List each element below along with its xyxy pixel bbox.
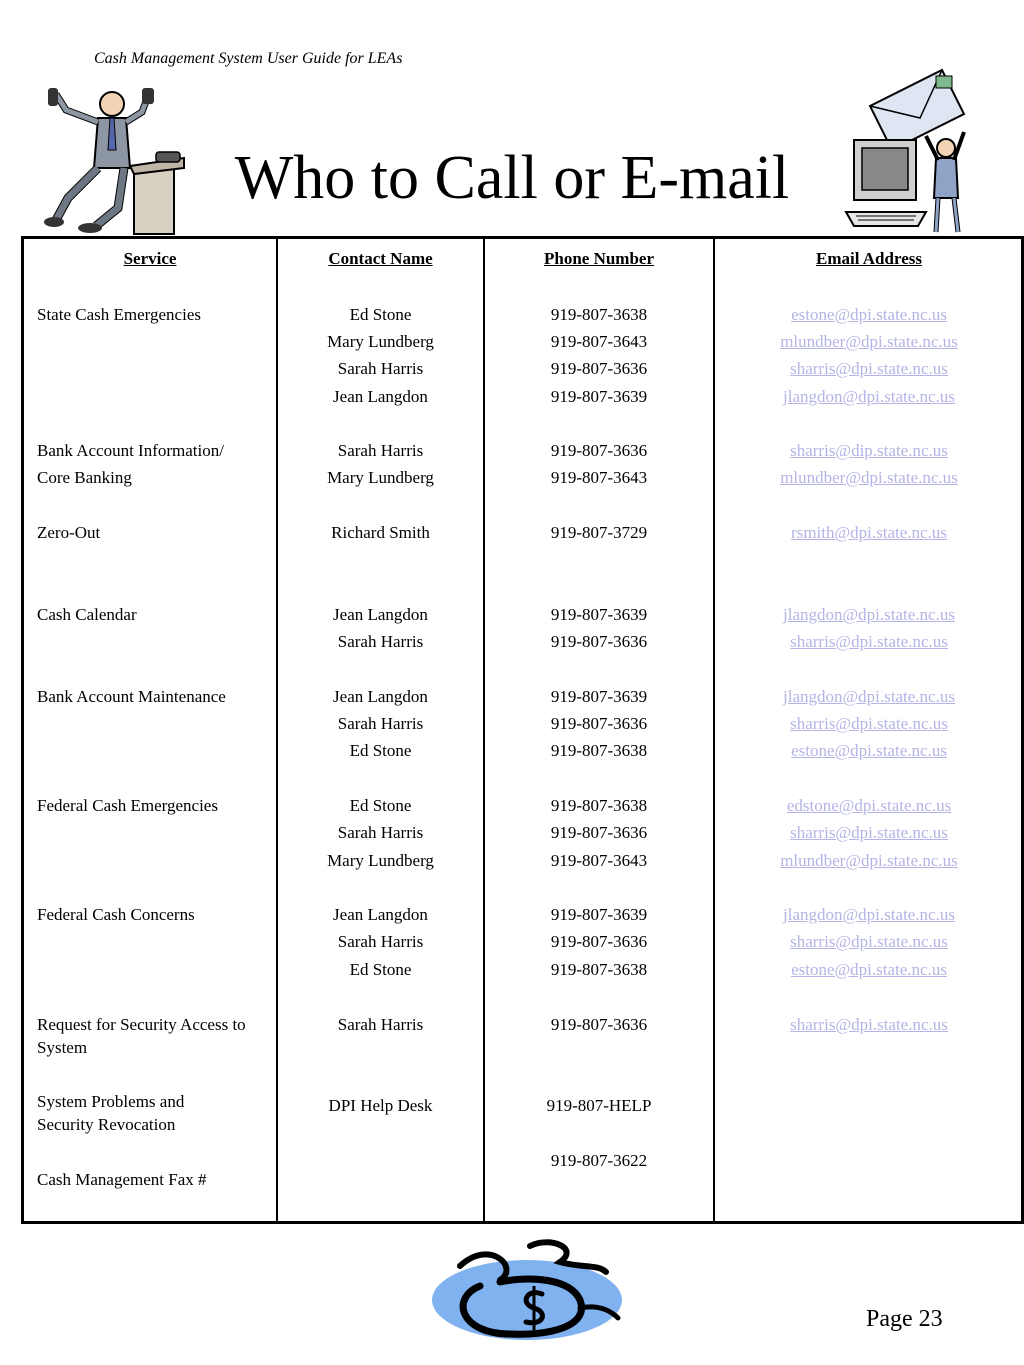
email-link[interactable]: sharris@dpi.state.nc.us: [790, 823, 948, 842]
phone-number: 919-807-3636: [550, 823, 648, 842]
contact-name: Mary Lundberg: [327, 468, 434, 487]
service-label: Bank Account Information/: [37, 441, 224, 460]
phone-column: [485, 239, 713, 1221]
email-link[interactable]: estone@dpi.state.nc.us: [791, 741, 947, 760]
phone-number: 919-807-3636: [550, 1015, 648, 1034]
contact-name: Sarah Harris: [337, 359, 424, 378]
email-link[interactable]: sharris@dpi.state.nc.us: [790, 714, 948, 733]
service-label: Request for Security Access to System: [37, 1015, 246, 1057]
service-label: Federal Cash Concerns: [37, 905, 195, 924]
contact-name: Sarah Harris: [337, 714, 424, 733]
service-label: Cash Calendar: [37, 605, 137, 624]
email-column: [715, 239, 1023, 1221]
email-link[interactable]: sharris@dpi.state.nc.us: [790, 932, 948, 951]
contact-name: Sarah Harris: [337, 441, 424, 460]
email-link[interactable]: estone@dpi.state.nc.us: [791, 960, 947, 979]
phone-number: 919-807-3639: [550, 387, 648, 406]
phone-number: 919-807-3729: [550, 523, 648, 542]
contact-name: Jean Langdon: [333, 687, 428, 706]
contact-name: Sarah Harris: [337, 1015, 424, 1034]
phone-number: 919-807-3638: [550, 741, 648, 760]
phone-number: 919-807-3636: [550, 441, 648, 460]
email-link[interactable]: edstone@dpi.state.nc.us: [786, 796, 952, 815]
email-link[interactable]: estone@dpi.state.nc.us: [791, 305, 947, 324]
phone-number: 919-807-3638: [550, 305, 648, 324]
email-link[interactable]: mlundber@dpi.state.nc.us: [780, 851, 958, 870]
phone-number: 919-807-3636: [550, 932, 648, 951]
phone-number: 919-807-3638: [550, 960, 648, 979]
contact-name: Mary Lundberg: [327, 332, 434, 351]
service-label: Federal Cash Emergencies: [37, 796, 218, 815]
page-title: Who to Call or E-mail: [234, 144, 790, 212]
phone-number: 919-807-3639: [550, 905, 648, 924]
contact-name: Jean Langdon: [333, 905, 428, 924]
email-link[interactable]: jlangdon@dpi.state.nc.us: [783, 687, 955, 706]
contact-name: Mary Lundberg: [327, 851, 434, 870]
contact-table: [21, 236, 1024, 1224]
email-link[interactable]: jlangdon@dpi.state.nc.us: [783, 387, 955, 406]
email-link[interactable]: mlundber@dpi.state.nc.us: [780, 332, 958, 351]
email-link[interactable]: sharris@dpi.state.nc.us: [790, 359, 948, 378]
email-link[interactable]: sharris@dpi.state.nc.us: [790, 1015, 948, 1034]
contact-name: Sarah Harris: [337, 823, 424, 842]
contact-name: Ed Stone: [349, 741, 412, 760]
contact-name: Sarah Harris: [337, 932, 424, 951]
contact-name: Richard Smith: [331, 523, 430, 542]
money-bag-icon: [430, 1238, 630, 1343]
contact-name: DPI Help Desk: [328, 1096, 433, 1115]
phone-number: 919-807-3643: [550, 851, 648, 870]
phone-number: 919-807-3638: [550, 796, 648, 815]
contact-name: Ed Stone: [349, 305, 412, 324]
phone-header: Phone Number: [543, 249, 655, 268]
contact-name: Jean Langdon: [333, 605, 428, 624]
contact-name: Jean Langdon: [333, 387, 428, 406]
service-label: Core Banking: [37, 468, 132, 487]
contact-name: Sarah Harris: [337, 632, 424, 651]
email-link[interactable]: sharris@dip.state.nc.us: [790, 441, 948, 460]
guide-title: Cash Management System User Guide for LEAs: [94, 50, 403, 67]
service-label: Cash Management Fax #: [37, 1170, 207, 1189]
email-link[interactable]: jlangdon@dpi.state.nc.us: [783, 605, 955, 624]
phone-number: 919-807-3639: [550, 687, 648, 706]
contact-header: Contact Name: [328, 249, 433, 268]
phone-number: 919-807-3643: [550, 332, 648, 351]
email-link[interactable]: mlundber@dpi.state.nc.us: [780, 468, 958, 487]
service-column: [24, 239, 276, 1221]
phone-number: 919-807-3622: [550, 1151, 648, 1170]
email-link[interactable]: rsmith@dpi.state.nc.us: [791, 523, 947, 542]
computer-mail-man-icon: [842, 66, 974, 238]
phone-number: 919-807-HELP: [546, 1096, 652, 1115]
contact-name: Ed Stone: [349, 960, 412, 979]
phone-number: 919-807-3636: [550, 714, 648, 733]
contact-column: [278, 239, 483, 1221]
service-header: Service: [123, 249, 177, 268]
phone-number: 919-807-3639: [550, 605, 648, 624]
contact-name: Ed Stone: [349, 796, 412, 815]
email-header: Email Address: [816, 249, 922, 268]
phone-number: 919-807-3636: [550, 632, 648, 651]
service-label: Zero-Out: [37, 523, 101, 542]
page-number: Page 23: [866, 1306, 943, 1332]
phone-number: 919-807-3643: [550, 468, 648, 487]
email-link[interactable]: sharris@dpi.state.nc.us: [790, 632, 948, 651]
phone-number: 919-807-3636: [550, 359, 648, 378]
service-label: State Cash Emergencies: [37, 305, 201, 324]
service-label: System Problems and Security Revocation: [37, 1092, 185, 1134]
service-label: Bank Account Maintenance: [37, 687, 226, 706]
email-link[interactable]: jlangdon@dpi.state.nc.us: [783, 905, 955, 924]
